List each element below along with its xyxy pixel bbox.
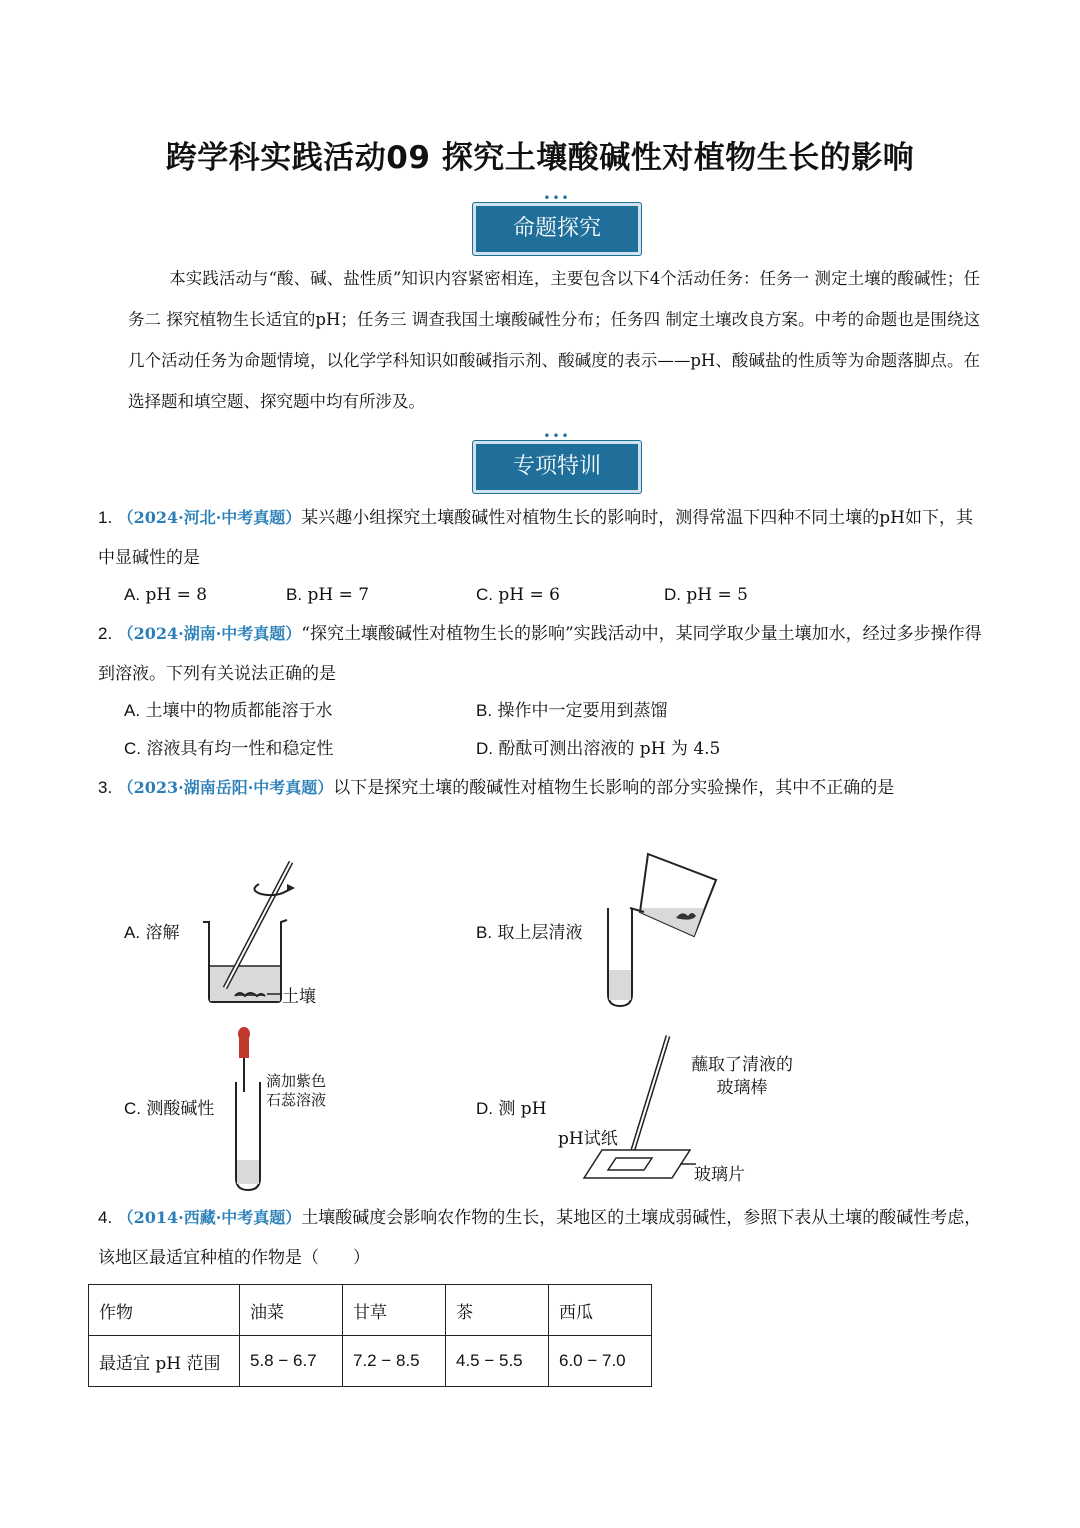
glass-slide-label: 玻璃片 [694,1165,745,1185]
option-text: 溶液具有均一性和稳定性 [146,739,334,759]
question-4 [98,1198,982,1278]
section-badge-proposition [473,191,641,255]
option-text: 测 pH [498,1099,547,1119]
soil-label: 土壤 [282,987,316,1007]
option-label: B. [286,585,303,604]
option-label: D. [476,1099,493,1118]
question-source: （2014·西藏·中考真题） [117,1208,302,1227]
badge-dots: ••• [543,191,571,205]
table-cell: 5.8 − 6.7 [240,1336,343,1387]
option-text: 溶解 [145,923,180,943]
option-label: D. [476,739,493,758]
option-text: 酚酞可测出溶液的 pH 为 4.5 [498,739,721,759]
option-text: pH = 7 [307,585,370,605]
option-label: A. [124,923,141,942]
q1-option-c[interactable] [476,576,560,614]
table-cell: 油菜 [240,1285,343,1336]
table-row [89,1336,652,1387]
table-cell: 西瓜 [549,1285,652,1336]
q2-option-b[interactable] [476,692,667,730]
question-number: 4. [98,1208,113,1227]
ph-table [88,1284,652,1387]
badge-label: 专项特训 [512,454,601,479]
option-text: 土壤中的物质都能溶于水 [145,701,333,721]
badge-dots: ••• [543,429,571,443]
option-label: C. [124,739,141,758]
figure-dissolving [195,858,345,1008]
option-text: pH = 6 [498,585,560,605]
question-number: 1. [98,508,113,527]
table-cell: 7.2 − 8.5 [343,1336,446,1387]
figure-dropper [228,1026,268,1192]
question-stem: 以下是探究土壤的酸碱性对植物生长影响的部分实验操作，其中不正确的是 [333,778,895,798]
q1-option-a[interactable] [124,576,207,614]
option-text: pH = 5 [686,585,748,605]
question-source: （2024·湖南·中考真题） [117,624,302,643]
option-text: 取上层清液 [497,923,583,943]
intro-text: 本实践活动与“酸、碱、盐性质”知识内容紧密相连，主要包含以下4个活动任务：任务一 测定土壤的酸碱性；任务二 探究植物生长适宜的pH；任务三 调查我国土壤酸碱性分布；任务四 制定土壤改良方案。中考的命题也是围绕这几个活动任务为命题情境，以化学学科知识如酸碱指示剂、酸碱度的表示——pH、酸碱盐的性质等为命题落脚点。在选择题和填空题、探究题中均有所涉及。 [128,269,980,411]
table-cell: 作物 [89,1285,240,1336]
badge-label: 命题探究 [512,216,601,241]
glass-rod-label: 蘸取了清液的玻璃棒 [691,1055,793,1098]
option-text: 测酸碱性 [146,1099,215,1119]
option-label: A. [124,585,141,604]
question-source: （2023·湖南岳阳·中考真题） [117,778,334,797]
table-cell: 4.5 − 5.5 [446,1336,549,1387]
q1-option-b[interactable] [286,576,369,614]
table-cell: 甘草 [343,1285,446,1336]
table-cell: 最适宜 pH 范围 [89,1336,240,1387]
q3-option-d[interactable] [476,1090,547,1128]
page-title: 跨学科实践活动09 探究土壤酸碱性对植物生长的影响 [165,140,915,176]
option-label: D. [664,585,681,604]
intro-paragraph [128,258,980,422]
question-stem: 土壤酸碱度会影响农作物的生长，某地区的土壤成弱碱性，参照下表从土壤的酸碱性考虑，该地区最适宜种植的作物是（ ） [98,1208,982,1268]
option-text: 操作中一定要用到蒸馏 [497,701,668,721]
question-number: 3. [98,778,113,797]
q2-option-d[interactable] [476,730,720,768]
ph-paper-label: pH试纸 [558,1129,618,1149]
question-3 [98,768,982,808]
figure-pouring [600,852,725,1012]
option-label: B. [476,701,493,720]
q3-option-c[interactable] [124,1090,214,1128]
q1-option-d[interactable] [664,576,748,614]
section-badge-training [473,429,641,493]
question-2 [98,614,982,694]
litmus-label: 滴加紫色石蕊溶液 [266,1072,327,1109]
option-text: pH = 8 [145,585,208,605]
table-cell: 茶 [446,1285,549,1336]
q2-option-a[interactable] [124,692,332,730]
question-stem: “探究土壤酸碱性对植物生长的影响”实践活动中，某同学取少量土壤加水，经过多步操作得到溶液。下列有关说法正确的是 [98,624,982,684]
question-source: （2024·河北·中考真题） [117,508,302,527]
option-label: C. [476,585,493,604]
q3-option-b[interactable] [476,914,582,952]
option-label: B. [476,923,493,942]
question-stem: 某兴趣小组探究土壤酸碱性对植物生长的影响时，测得常温下四种不同土壤的pH如下，其中显碱性的是 [98,508,973,568]
option-label: A. [124,701,141,720]
question-number: 2. [98,624,113,643]
q3-option-a[interactable] [124,914,179,952]
q2-option-c[interactable] [124,730,333,768]
table-row [89,1285,652,1336]
option-label: C. [124,1099,141,1118]
table-cell: 6.0 − 7.0 [549,1336,652,1387]
question-1 [98,498,982,578]
